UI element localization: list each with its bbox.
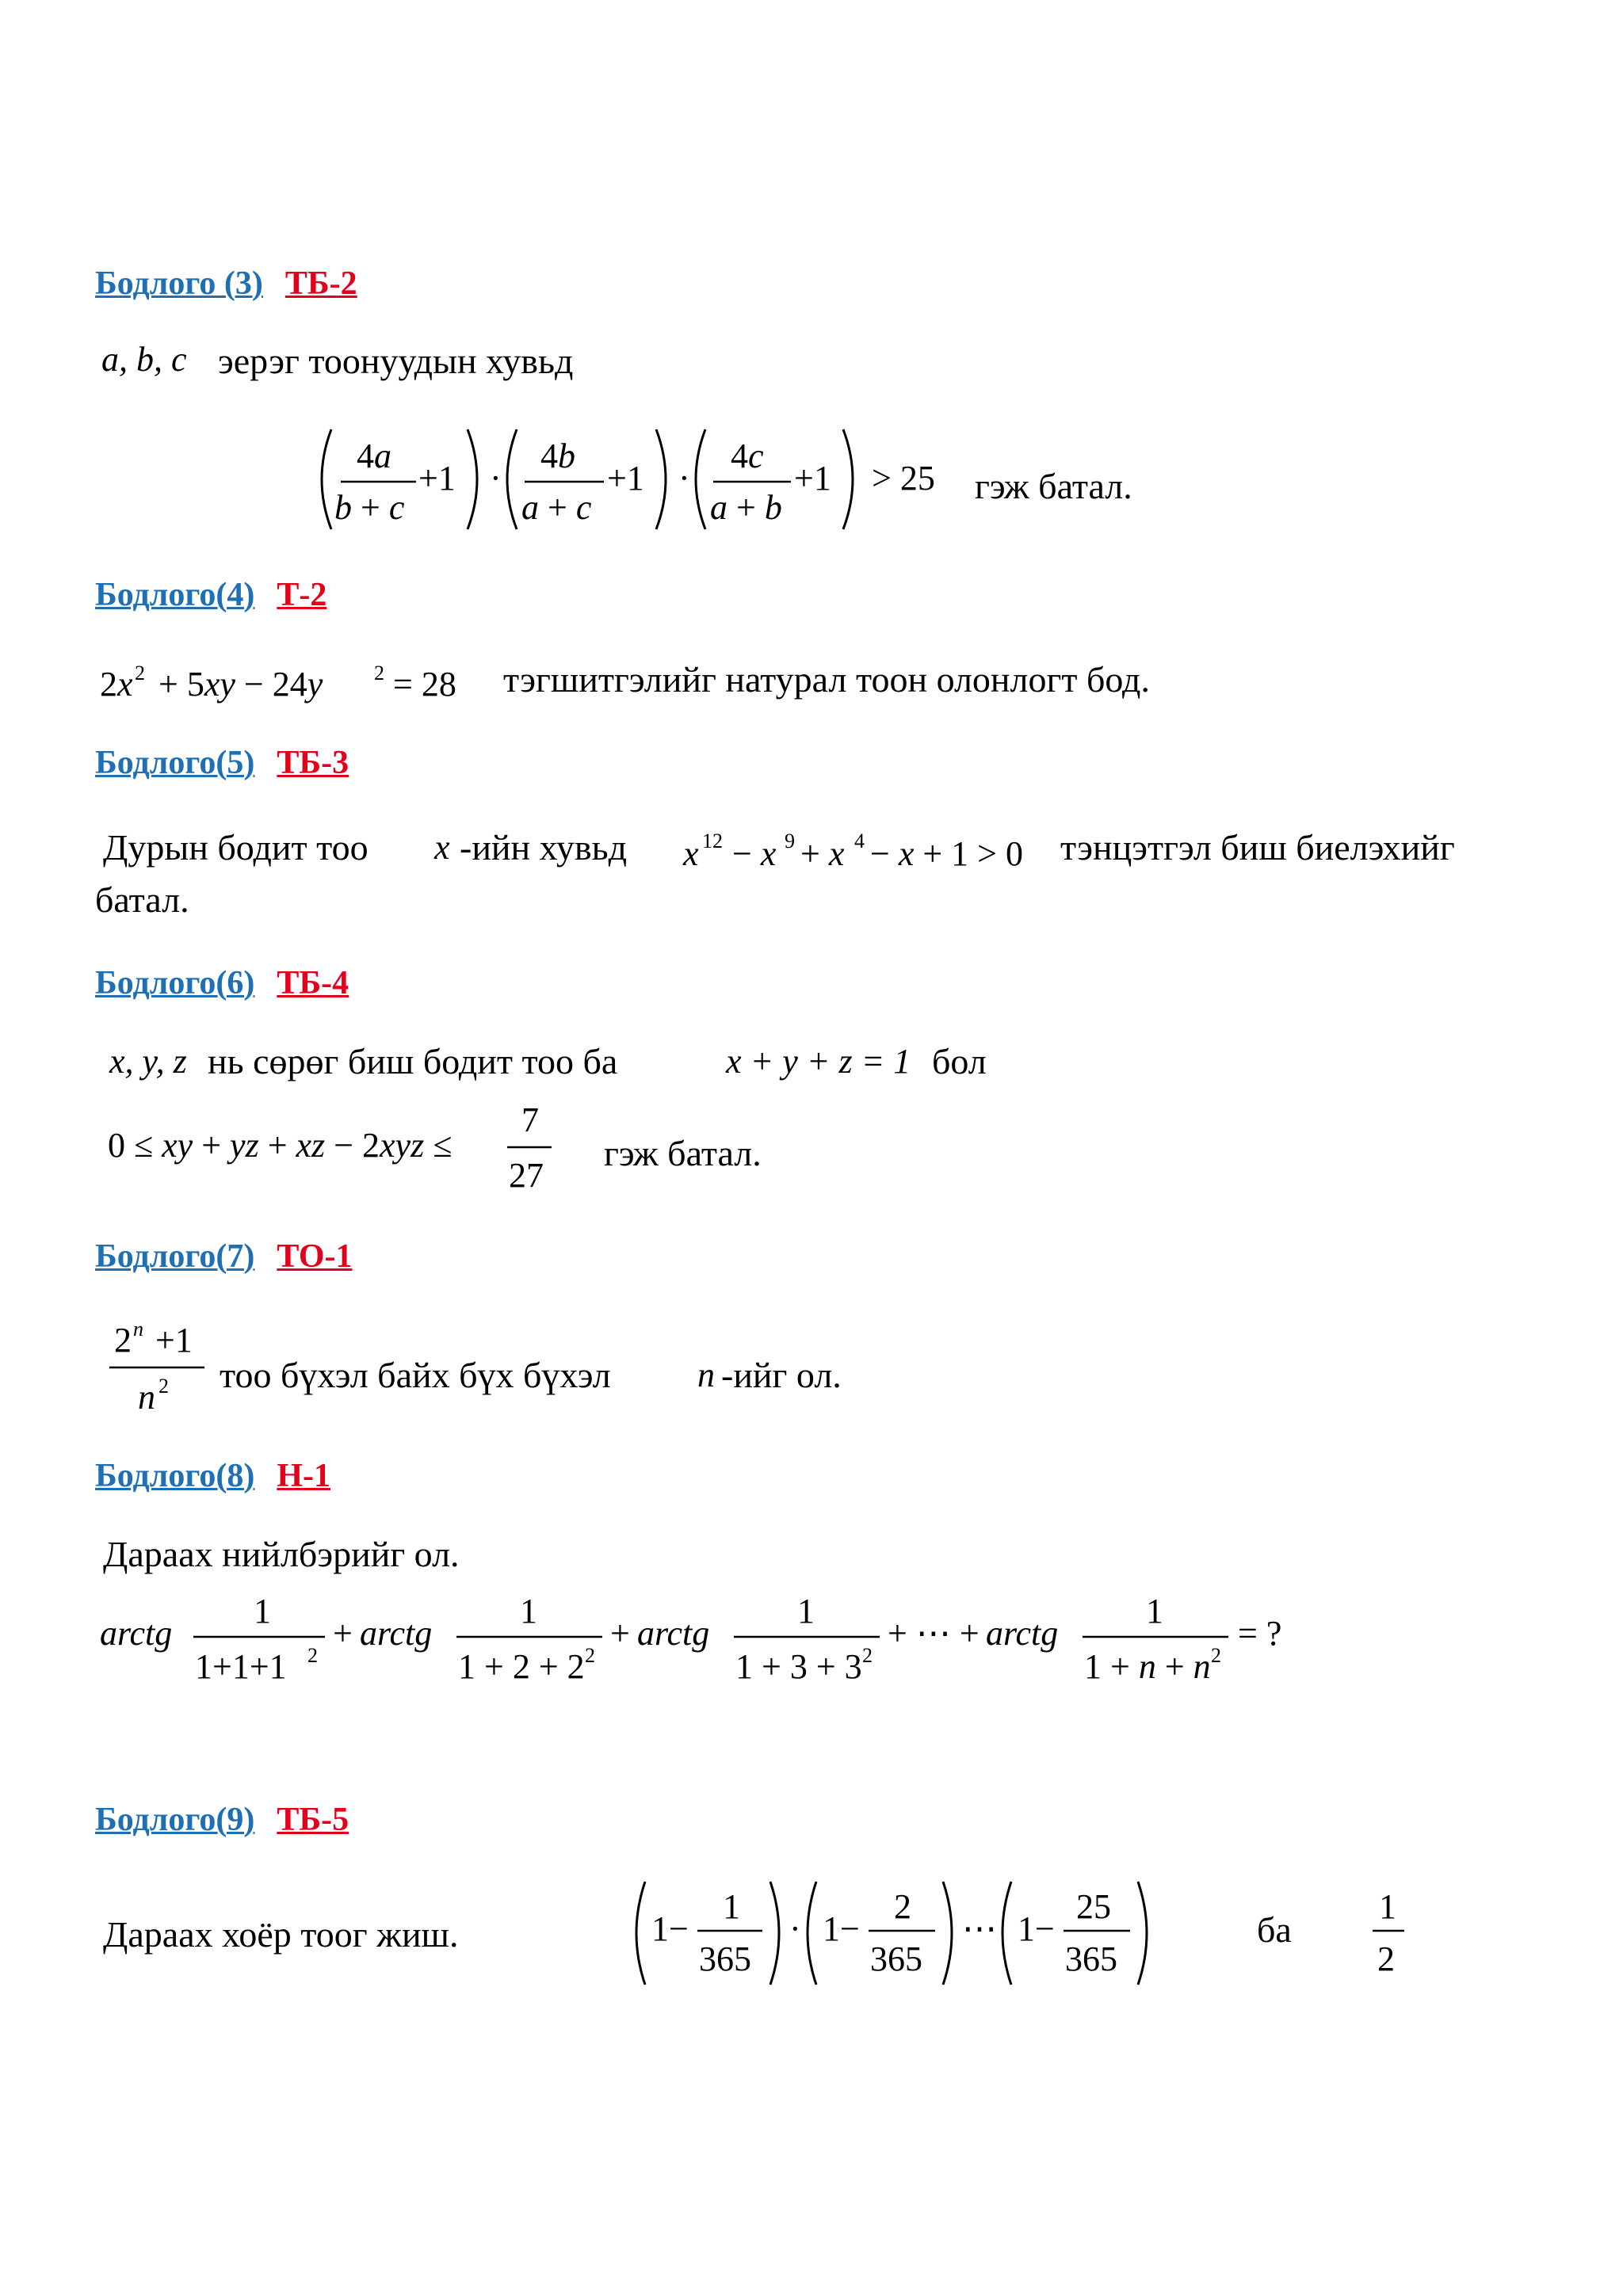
problem-6-vars: x, y, z xyxy=(109,1042,187,1081)
problem-8-label[interactable]: Бодлого(8) xyxy=(95,1458,255,1494)
svg-text:+: + xyxy=(610,1614,630,1653)
problem-8-code[interactable]: Н-1 xyxy=(277,1458,331,1494)
svg-text:365: 365 xyxy=(1065,1939,1117,1978)
problem-7-label[interactable]: Бодлого(7) xyxy=(95,1238,255,1275)
svg-text:2: 2 xyxy=(135,662,145,685)
problem-5-formula xyxy=(680,816,1052,879)
problem-7-var: n xyxy=(697,1356,715,1394)
svg-text:1 + 2 + 2: 1 + 2 + 2 xyxy=(458,1647,585,1686)
problem-7-text2: -ийг ол. xyxy=(721,1355,842,1395)
svg-text:365: 365 xyxy=(699,1939,751,1978)
svg-text:2: 2 xyxy=(585,1644,595,1667)
svg-text:7: 7 xyxy=(521,1100,539,1139)
svg-text:2: 2 xyxy=(894,1887,911,1926)
problem-3-label[interactable]: Бодлого (3) xyxy=(95,265,263,302)
svg-text:a + b: a + b xyxy=(710,488,782,527)
svg-text:27: 27 xyxy=(509,1156,544,1195)
svg-text:0 ≤ xy + yz + xz − 2xyz ≤: 0 ≤ xy + yz + xz − 2xyz ≤ xyxy=(108,1126,453,1165)
svg-text:1: 1 xyxy=(723,1887,740,1926)
svg-text:a + c: a + c xyxy=(521,488,592,527)
svg-text:2: 2 xyxy=(1211,1644,1221,1667)
svg-text:arctg: arctg xyxy=(360,1614,433,1653)
svg-text:= 28: = 28 xyxy=(393,665,456,704)
problem-4-code[interactable]: Т-2 xyxy=(277,577,327,613)
problem-5-label[interactable]: Бодлого(5) xyxy=(95,745,255,781)
problem-8-intro: Дараах нийлбэрийг ол. xyxy=(103,1534,460,1574)
problem-5-mid: -ийн хувьд xyxy=(460,827,628,868)
problem-3-vars: a, b, c xyxy=(101,340,187,379)
problem-6-statement: гэж батал. xyxy=(604,1133,762,1173)
svg-text:2: 2 xyxy=(374,662,384,685)
problem-6-heading xyxy=(95,967,349,1000)
svg-text:x: x xyxy=(683,834,699,873)
problem-9-intro: Дараах хоёр тоог жиш. xyxy=(103,1914,459,1955)
problem-9-label[interactable]: Бодлого(9) xyxy=(95,1802,255,1838)
problem-3-formula xyxy=(309,420,967,539)
problem-3-statement: гэж батал. xyxy=(975,466,1132,506)
svg-text:+1: +1 xyxy=(155,1321,193,1360)
svg-text:1−: 1− xyxy=(1018,1909,1055,1948)
problem-6-text2: бол xyxy=(932,1041,987,1081)
svg-text:arctg: arctg xyxy=(100,1614,173,1653)
svg-text:+ x: + x xyxy=(800,834,845,873)
svg-text:365: 365 xyxy=(870,1939,922,1978)
svg-text:− x + 1 > 0: − x + 1 > 0 xyxy=(870,834,1023,873)
svg-text:arctg: arctg xyxy=(637,1614,710,1653)
svg-text:4c: 4c xyxy=(731,437,764,475)
svg-text:n: n xyxy=(133,1318,143,1341)
svg-text:n: n xyxy=(138,1378,155,1417)
svg-text:9: 9 xyxy=(785,830,795,852)
problem-9-heading xyxy=(95,1803,349,1836)
problem-6-condition: x + y + z = 1 xyxy=(726,1042,911,1081)
svg-text:+1: +1 xyxy=(418,459,456,498)
problem-5-post: тэнцэтгэл биш биелэхийг xyxy=(1060,827,1455,868)
problem-7-heading xyxy=(95,1240,353,1273)
problem-8-formula xyxy=(98,1585,1303,1695)
svg-text:b + c: b + c xyxy=(334,488,405,527)
svg-text:1: 1 xyxy=(1379,1887,1396,1926)
svg-text:2: 2 xyxy=(1377,1939,1395,1978)
svg-text:1: 1 xyxy=(254,1592,271,1630)
problem-5-pre: Дурын бодит тоо xyxy=(103,827,369,868)
problem-3-intro: эерэг тоонуудын хувьд xyxy=(218,341,574,381)
problem-6-label[interactable]: Бодлого(6) xyxy=(95,965,255,1001)
svg-text:+ ⋯ +: + ⋯ + xyxy=(888,1614,980,1653)
problem-3-heading xyxy=(95,267,357,300)
svg-text:1−: 1− xyxy=(651,1909,689,1948)
problem-8-heading xyxy=(95,1459,330,1493)
svg-text:2: 2 xyxy=(307,1644,318,1667)
problem-7-text1: тоо бүхэл байх бүх бүхэл xyxy=(220,1355,611,1395)
svg-text:12: 12 xyxy=(702,830,723,852)
problem-6-text1: нь сөрөг биш бодит тоо ба xyxy=(208,1041,618,1081)
problem-6-code[interactable]: ТБ-4 xyxy=(277,965,349,1001)
problem-5-line2: батал. xyxy=(95,879,189,920)
problem-6-formula xyxy=(103,1093,579,1204)
svg-text:1 + n + n: 1 + n + n xyxy=(1084,1647,1211,1686)
problem-9-code[interactable]: ТБ-5 xyxy=(277,1802,349,1838)
problem-5-var: x xyxy=(434,828,450,867)
svg-text:25: 25 xyxy=(1076,1887,1111,1926)
svg-text:1 + 3 + 3: 1 + 3 + 3 xyxy=(735,1647,862,1686)
svg-text:4b: 4b xyxy=(540,437,575,475)
svg-text:1−: 1− xyxy=(823,1909,860,1948)
svg-text:+: + xyxy=(333,1614,353,1653)
problem-7-code[interactable]: ТО-1 xyxy=(277,1238,353,1275)
problem-3-code[interactable]: ТБ-2 xyxy=(285,265,357,302)
svg-text:+1: +1 xyxy=(794,459,831,498)
svg-text:4a: 4a xyxy=(357,437,391,475)
problem-7-formula xyxy=(103,1307,214,1426)
problem-4-label[interactable]: Бодлого(4) xyxy=(95,577,255,613)
problem-5-heading xyxy=(95,746,349,780)
svg-text:2: 2 xyxy=(862,1644,873,1667)
svg-text:> 25: > 25 xyxy=(872,459,935,498)
svg-text:+ 5xy − 24y: + 5xy − 24y xyxy=(158,665,323,704)
svg-text:·: · xyxy=(789,1909,801,1948)
svg-text:+1: +1 xyxy=(607,459,644,498)
svg-text:4: 4 xyxy=(854,830,865,852)
svg-text:− x: − x xyxy=(732,834,777,873)
svg-text:2x: 2x xyxy=(100,665,133,704)
problem-4-statement: тэгшитгэлийг натурал тоон олонлогт бод. xyxy=(503,659,1150,700)
svg-text:= ?: = ? xyxy=(1238,1614,1282,1653)
svg-text:1: 1 xyxy=(1146,1592,1163,1630)
problem-5-code[interactable]: ТБ-3 xyxy=(277,745,349,781)
svg-text:⋯: ⋯ xyxy=(962,1909,997,1948)
svg-text:·: · xyxy=(678,459,690,498)
svg-text:2: 2 xyxy=(114,1321,132,1360)
svg-text:1+1+1: 1+1+1 xyxy=(195,1647,287,1686)
svg-text:2: 2 xyxy=(158,1375,169,1398)
svg-text:·: · xyxy=(490,459,502,498)
problem-9-formula xyxy=(626,1874,1173,1993)
problem-9-conj: ба xyxy=(1257,1909,1292,1950)
svg-text:1: 1 xyxy=(520,1592,537,1630)
svg-text:arctg: arctg xyxy=(986,1614,1059,1653)
problem-9-fraction xyxy=(1363,1874,1419,1993)
problem-4-formula xyxy=(98,650,471,713)
problem-4-heading xyxy=(95,578,327,612)
svg-text:1: 1 xyxy=(797,1592,815,1630)
